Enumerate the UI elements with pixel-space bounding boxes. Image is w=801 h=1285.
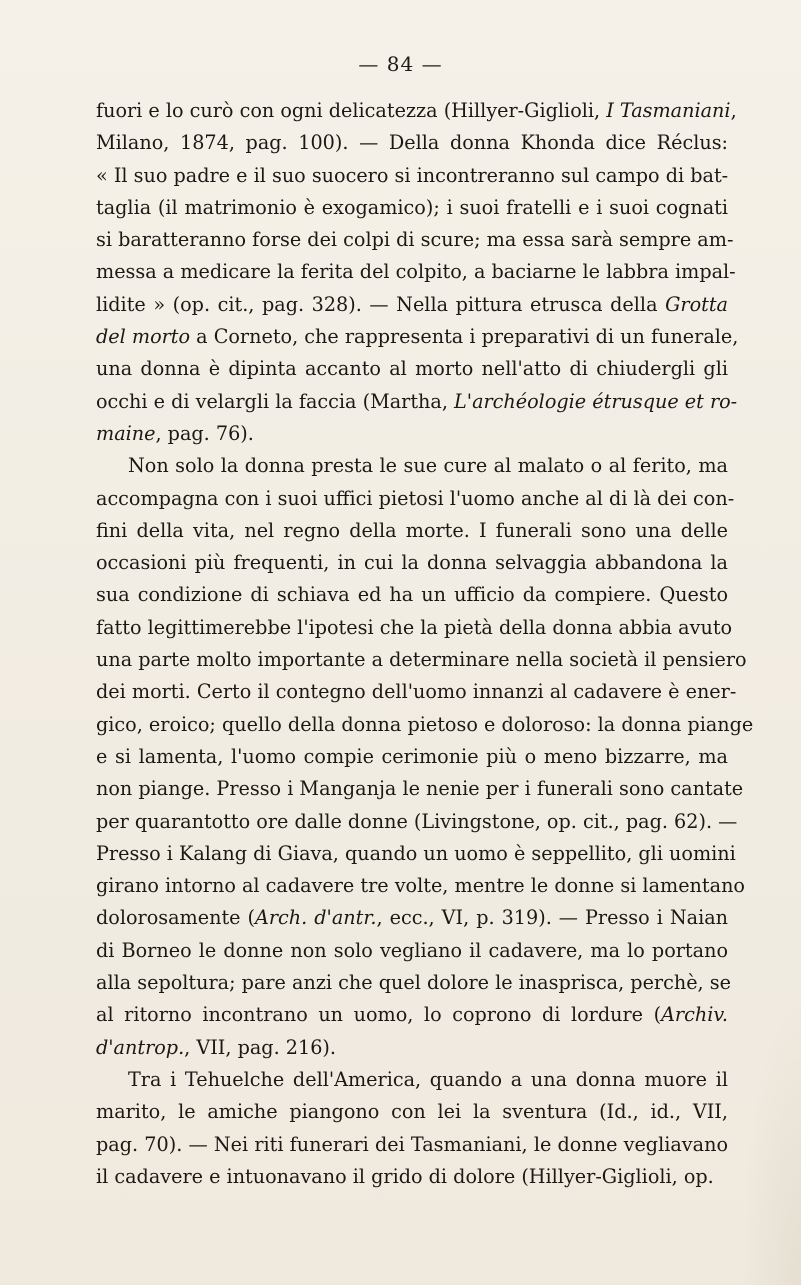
- line-text: fatto legittimerebbe l'ipotesi che la pietà della donna abbia avuto: [96, 615, 733, 639]
- italic-text: del morto: [96, 325, 191, 349]
- line-text: di Borneo le donne non solo vegliano il cadavere, ma lo portano: [96, 938, 728, 962]
- line-text: Non solo la donna presta le sue cure al malato o al ferito, ma: [128, 454, 728, 478]
- line-text: , VII, pag. 216).: [184, 1035, 336, 1059]
- text-line: [96, 1032, 728, 1064]
- italic-text: L'archéologie étrusque et ro-: [454, 389, 738, 413]
- line-text: al ritorno incontrano un uomo, lo coprono di lordure (: [96, 1003, 662, 1027]
- text-line: [96, 806, 738, 838]
- line-text: messa a medicare la ferita del colpito, a baciarne le labbra impal-: [96, 260, 736, 284]
- text-line: [96, 709, 754, 741]
- line-text: taglia (il matrimonio è exogamico); i suoi fratelli e i suoi cognati: [96, 195, 728, 219]
- text-line: [96, 612, 733, 644]
- text-line: [96, 321, 739, 353]
- text-line: [96, 935, 728, 967]
- italic-text: Archiv.: [661, 1003, 728, 1027]
- text-line: [96, 1064, 728, 1096]
- text-line: [96, 547, 728, 579]
- text-line: [96, 902, 728, 934]
- page-stain: [741, 985, 801, 1285]
- line-text: Presso i Kalang di Giava, quando un uomo è seppellito, gli uomini: [96, 841, 736, 865]
- line-text: fini della vita, nel regno della morte. I funerali sono una delle: [96, 518, 728, 542]
- line-text: a Corneto, che rappresenta i preparativi di un funerale,: [190, 325, 739, 349]
- text-line: [96, 192, 728, 224]
- line-text: , ecc., VI, p. 319). — Presso i Naian: [376, 906, 729, 930]
- line-text: occasioni più frequenti, in cui la donna selvaggia abbandona la: [96, 551, 728, 575]
- text-line: [96, 386, 738, 418]
- text-line: [96, 676, 737, 708]
- text-line: [96, 838, 736, 870]
- text-line: [96, 418, 728, 450]
- line-text: sua condizione di schiava ed ha un ufficio da compiere. Questo: [96, 583, 728, 607]
- line-text: marito, le amiche piangono con lei la sventura (Id., id., VII,: [96, 1100, 728, 1124]
- text-line: [96, 483, 735, 515]
- text-line: [96, 127, 728, 159]
- line-text: dei morti. Certo il contegno dell'uomo innanzi al cadavere è ener-: [96, 680, 737, 704]
- line-text: dolorosamente (: [96, 906, 256, 930]
- text-line: [96, 515, 728, 547]
- line-text: « Il suo padre e il suo suocero si incontreranno sul campo di bat-: [96, 163, 729, 187]
- text-line: [96, 224, 734, 256]
- body-text: [96, 95, 754, 1193]
- paragraph: [96, 450, 754, 1064]
- line-text: pag. 70). — Nei riti funerari dei Tasmaniani, le donne vegliavano: [96, 1132, 728, 1156]
- paragraph: [96, 1064, 728, 1193]
- line-text: una parte molto importante a determinare nella società il pensiero: [96, 648, 747, 672]
- line-text: e si lamenta, l'uomo compie cerimonie più o meno bizzarre, ma: [96, 744, 728, 768]
- line-text: gico, eroico; quello della donna pietoso e doloroso: la donna piange: [96, 712, 754, 736]
- text-line: [96, 579, 728, 611]
- line-text: Tra i Tehuelche dell'America, quando a una donna muore il: [128, 1067, 728, 1091]
- italic-text: d'antrop.: [96, 1035, 185, 1059]
- line-text: non piange. Presso i Manganja le nenie per i funerali sono cantate: [96, 777, 744, 801]
- line-text: fuori e lo curò con ogni delicatezza (Hillyer-Giglioli,: [96, 99, 607, 122]
- line-text: , pag. 76).: [155, 421, 254, 445]
- text-line: [96, 644, 747, 676]
- line-text: Milano, 1874, pag. 100). — Della donna Khonda dice Réclus:: [96, 131, 728, 155]
- text-line: [96, 999, 728, 1031]
- text-line: [96, 1129, 728, 1161]
- text-line: [96, 289, 728, 321]
- line-text: alla sepoltura; pare anzi che quel dolore le inasprisca, perchè, se: [96, 971, 731, 995]
- line-text: occhi e di velargli la faccia (Martha,: [96, 389, 455, 413]
- line-text: il cadavere e intuonavano il grido di dolore (Hillyer-Giglioli, op.: [96, 1164, 714, 1188]
- line-text: girano intorno al cadavere tre volte, mentre le donne si lamentano: [96, 874, 745, 898]
- italic-text: Grotta: [665, 292, 728, 316]
- line-text: si baratteranno forse dei colpi di scure; ma essa sarà sempre am-: [96, 228, 734, 252]
- text-line: [96, 870, 745, 902]
- line-text: accompagna con i suoi uffici pietosi l'uomo anche al di là dei con-: [96, 486, 735, 510]
- text-line: [96, 741, 728, 773]
- text-line: [96, 95, 737, 127]
- italic-text: Arch. d'antr.: [255, 906, 377, 930]
- line-text: ,: [730, 99, 737, 122]
- text-line: [96, 967, 731, 999]
- line-text: per quarantotto ore dalle donne (Livingstone, op. cit., pag. 62). —: [96, 809, 738, 833]
- text-line: [96, 773, 744, 805]
- line-text: lidite » (op. cit., pag. 328). — Nella pittura etrusca della: [96, 292, 666, 316]
- line-text: una donna è dipinta accanto al morto nell'atto di chiudergli gli: [96, 357, 728, 381]
- paragraph: [96, 95, 739, 450]
- text-line: [96, 160, 728, 192]
- page-number: — 84 —: [358, 52, 443, 76]
- text-line: [96, 450, 728, 482]
- text-line: [96, 256, 736, 288]
- text-line: [96, 1096, 728, 1128]
- italic-text: I Tasmaniani: [606, 99, 731, 122]
- text-line: [96, 1161, 728, 1193]
- italic-text: maine: [96, 421, 156, 445]
- text-line: [96, 353, 728, 385]
